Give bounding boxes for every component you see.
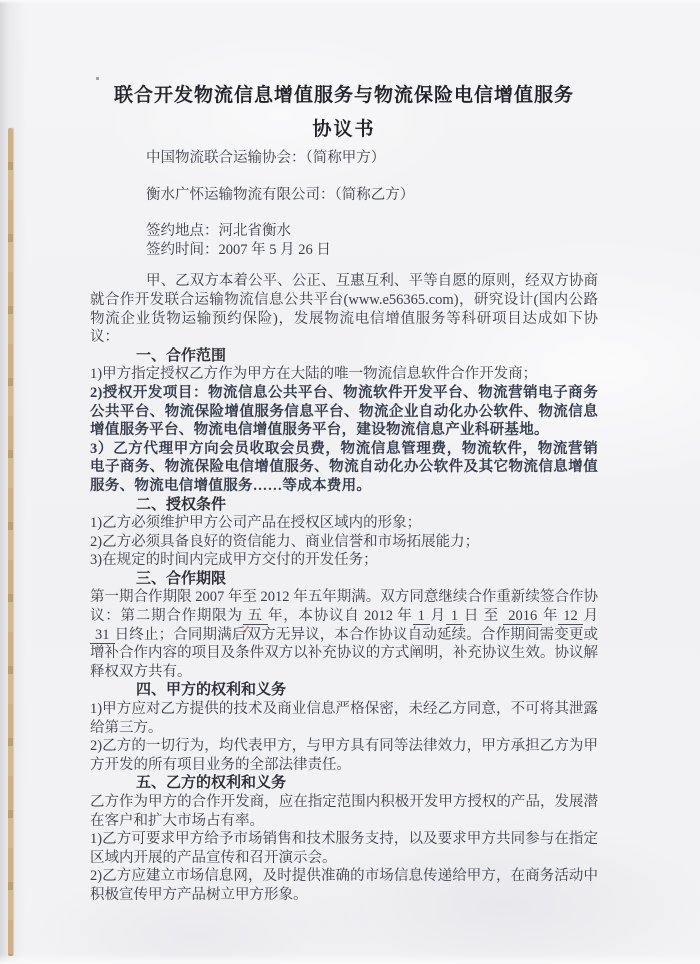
page-left-edge-shadow bbox=[0, 0, 26, 964]
clause-2-2: 2)乙方必须具备良好的资信能力、商业信誉和市场拓展能力； bbox=[90, 533, 480, 550]
section-5-heading: 五、乙方的权利和义务 bbox=[136, 775, 287, 792]
clause-5-1: 1)乙方可要求甲方给予市场销售和技术服务支持，以及要求甲方共同参与在指定区域内开展的产品宣传和召开演示会。 bbox=[90, 831, 598, 866]
clause-1-3: 3）乙方代理甲方向会员收取会员费，物流信息管理费，物流软件，物流营销电子商务、物流保险电信增值服务、物流自动化办公软件及其它物流信息增值服务、物流电信增值服务……等成本费用。 bbox=[90, 440, 598, 494]
document-title-line1: 联合开发物流信息增值服务与物流保险电信增值服务 bbox=[113, 85, 574, 106]
section-4-heading: 四、甲方的权利和义务 bbox=[136, 682, 287, 699]
clause-5-2: 2)乙方应建立市场信息网，及时提供准确的市场信息传递给甲方，在商务活动中积极宣传甲方产品树立甲方形象。 bbox=[90, 868, 598, 903]
term-end-year-fill: 2016 bbox=[503, 608, 542, 625]
binding-strip bbox=[8, 128, 13, 956]
clause-1-2: 2)授权开发项目：物流信息公共平台、物流软件开发平台、物流营销电子商务公共平台、物流保险增值服务信息平台、物流企业自动化办公软件、物流信息增值服务平台、物流电信增值服务平台，建设物流信息产业科研基地。 bbox=[90, 384, 598, 439]
section-2-heading: 二、授权条件 bbox=[136, 496, 227, 513]
clause-2-3: 3)在规定的时间内完成甲方交付的开发任务； bbox=[90, 552, 378, 569]
signing-place-line: 签约地点：河北省衡水 bbox=[146, 223, 291, 240]
term-paragraph bbox=[90, 588, 598, 681]
contract-body bbox=[90, 272, 598, 904]
term-end-month-fill: 12 bbox=[558, 608, 583, 625]
page-bottom-edge bbox=[0, 954, 700, 964]
term-text: 年 bbox=[542, 608, 559, 625]
term-text: 日终止；合同期满后双方无异议，本合作协议自动延续。合作期间需变更或增补合作内容的项目及条件双方以补充协议的方式阐明，补充协议生效。协议解释权双方共有。 bbox=[90, 626, 598, 680]
term-text: 月 bbox=[582, 608, 599, 625]
term-text: 日 至 bbox=[463, 608, 504, 625]
clause-4-2: 2)乙方的一切行为，均代表甲方，与甲方具有同等法律效力，甲方承担乙方为甲方开发的所有项目业务的全部法律责任。 bbox=[90, 738, 598, 773]
contract-document bbox=[90, 0, 598, 905]
signing-date-line: 签约时间：2007 年 5 月 26 日 bbox=[146, 241, 331, 258]
party-a-line: 中国物流联合运输协会：（简称甲方） bbox=[146, 150, 386, 166]
clause-4-1: 1)甲方应对乙方提供的技术及商业信息严格保密，未经乙方同意，不可将其泄露给第三方。 bbox=[90, 701, 598, 736]
intro-paragraph: 甲、乙双方本着公平、公正、互惠互利、平等自愿的原则，经双方协商就合作开发联合运输物流信息公共平台(www.e56365.com)，研究设计(国内公路物流企业货物运输预约保险)，发展物流电信增值服务等科研项目达成如下协议： bbox=[90, 273, 598, 346]
term-text: 第一期合作期限 2007 年至 2012 年五年期满。双方同意继续合作重新续签合作协议：第二期合作期限为 bbox=[90, 589, 598, 625]
term-text: 年，本协议自 2012 年 bbox=[267, 608, 413, 625]
section-1-heading: 一、合作范围 bbox=[136, 347, 227, 364]
term-years-fill: 五 bbox=[243, 608, 268, 625]
clause-1-1: 1)甲方指定授权乙方作为甲方在大陆的唯一物流信息软件合作开发商； bbox=[90, 366, 538, 383]
term-month-fill: 1 bbox=[413, 608, 430, 625]
term-text: 月 bbox=[429, 608, 446, 625]
term-day-fill: 1 bbox=[446, 608, 463, 625]
party-b-line: 衡水广怀运输物流有限公司：（简称乙方） bbox=[146, 186, 415, 203]
section-5-intro: 乙方作为甲方的合作开发商，应在指定范围内积极开发甲方授权的产品，发展潜在客户和扩大市场占有率。 bbox=[90, 794, 598, 829]
section-3-heading: 三、合作期限 bbox=[136, 570, 227, 587]
term-end-day-fill: 31 bbox=[90, 627, 115, 644]
document-title-line2: 协议书 bbox=[312, 119, 376, 140]
clause-2-1: 1)乙方必须维护甲方公司产品在授权区域内的形象； bbox=[90, 515, 422, 532]
